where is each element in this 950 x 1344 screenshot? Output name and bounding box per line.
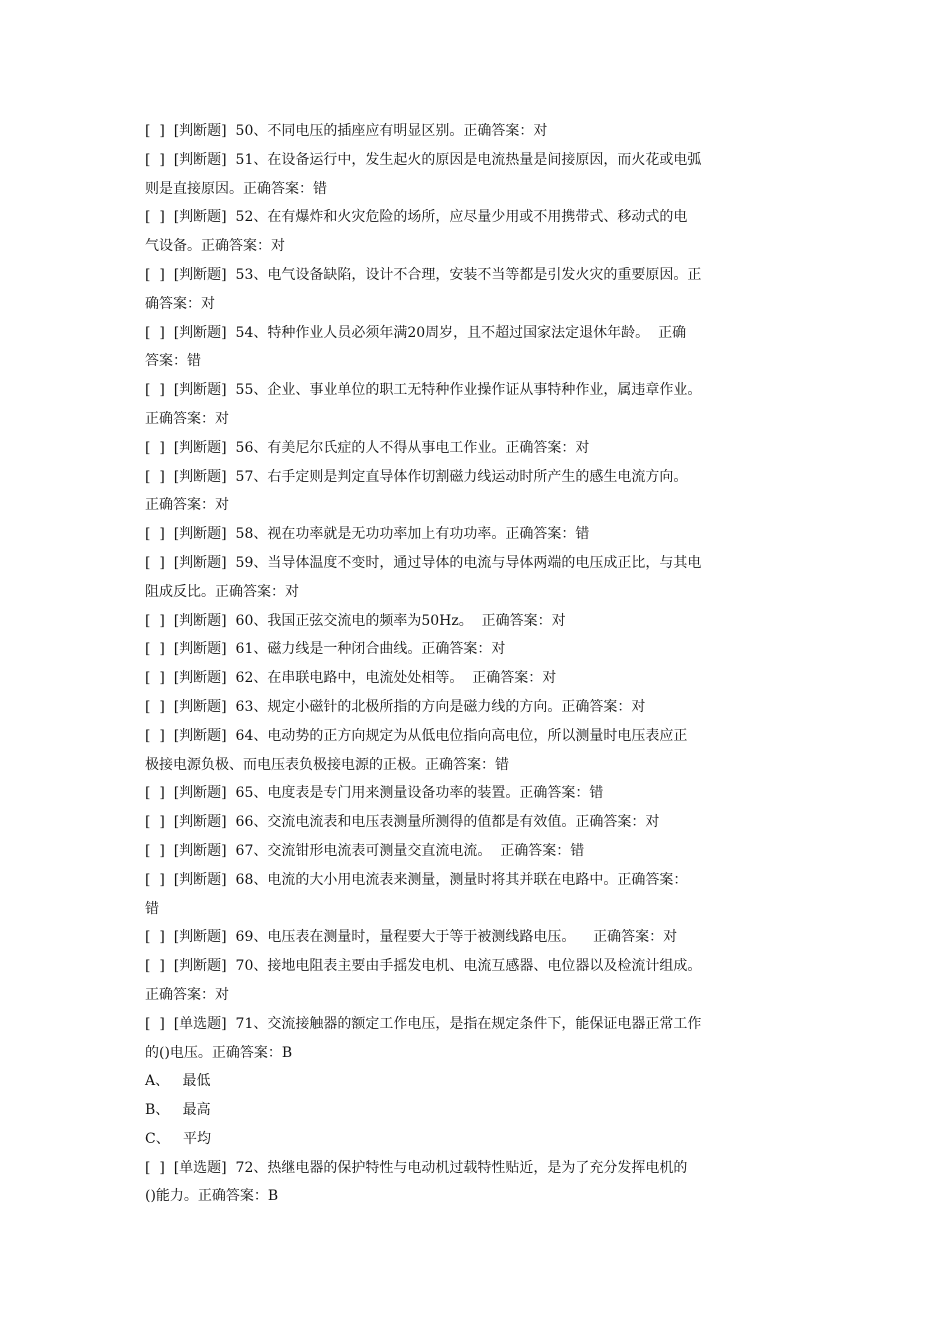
text-line: ()能力。正确答案：B bbox=[145, 1188, 279, 1205]
text-line: [ ] [判断题] 52、在有爆炸和火灾危险的场所，应尽量少用或不用携带式、移动式的电 bbox=[145, 209, 688, 226]
text-line: 的()电压。正确答案：B bbox=[145, 1044, 293, 1061]
text-line: 极接电源负极、而电压表负极接电源的正极。正确答案：错 bbox=[145, 756, 509, 773]
text-line: [ ] [单选题] 71、交流接触器的额定工作电压，是指在规定条件下，能保证电器正常工作 bbox=[145, 1015, 702, 1032]
text-line: [ ] [判断题] 70、接地电阻表主要由手摇发电机、电流互感器、电位器以及检流计组成。 bbox=[145, 958, 702, 975]
option-c: C、 平均 bbox=[145, 1130, 212, 1147]
text-line: [ ] [判断题] 67、交流钳形电流表可测量交直流电流。 正确答案：错 bbox=[145, 842, 585, 859]
text-line: 则是直接原因。正确答案：错 bbox=[145, 180, 327, 197]
text-line: 气设备。正确答案：对 bbox=[145, 238, 285, 255]
text-line: [ ] [判断题] 59、当导体温度不变时，通过导体的电流与导体两端的电压成正比，与其电 bbox=[145, 554, 702, 571]
text-line: 正确答案：对 bbox=[145, 410, 229, 427]
text-line: [ ] [判断题] 51、在设备运行中，发生起火的原因是电流热量是间接原因，而火花或电弧 bbox=[145, 151, 702, 168]
text-line: [ ] [判断题] 55、企业、事业单位的职工无特种作业操作证从事特种作业，属违章作业。 bbox=[145, 382, 702, 399]
text-line: [ ] [判断题] 69、电压表在测量时，量程要大于等于被测线路电压。 正确答案：对 bbox=[145, 929, 678, 946]
text-line: [ ] [判断题] 50、不同电压的插座应有明显区别。正确答案：对 bbox=[145, 123, 548, 139]
text-line: [ ] [判断题] 66、交流电流表和电压表测量所测得的值都是有效值。正确答案：对 bbox=[145, 814, 660, 831]
text-line: [ ] [判断题] 53、电气设备缺陷，设计不合理，安装不当等都是引发火灾的重要原因。正 bbox=[145, 266, 702, 283]
text-line: [ ] [判断题] 65、电度表是专门用来测量设备功率的装置。正确答案：错 bbox=[145, 785, 604, 802]
text-line: [ ] [单选题] 72、热继电器的保护特性与电动机过载特性贴近，是为了充分发挥电机的 bbox=[145, 1159, 688, 1176]
text-line: [ ] [判断题] 58、视在功率就是无功功率加上有功功率。正确答案：错 bbox=[145, 526, 590, 543]
text-line: [ ] [判断题] 63、规定小磁针的北极所指的方向是磁力线的方向。正确答案：对 bbox=[145, 698, 646, 715]
text-line: [ ] [判断题] 64、电动势的正方向规定为从低电位指向高电位，所以测量时电压表应正 bbox=[145, 727, 688, 744]
text-line: [ ] [判断题] 57、右手定则是判定直导体作切割磁力线运动时所产生的感生电流方向。 bbox=[145, 468, 688, 485]
text-line: [ ] [判断题] 54、特种作业人员必须年满20周岁，且不超过国家法定退休年龄。 正确 bbox=[145, 324, 687, 341]
text-line: [ ] [判断题] 61、磁力线是一种闭合曲线。正确答案：对 bbox=[145, 641, 506, 658]
text-line: 答案：错 bbox=[145, 353, 201, 370]
text-line: 阻成反比。正确答案：对 bbox=[145, 583, 299, 600]
option-a: A、 最低 bbox=[145, 1073, 211, 1090]
text-line: 正确答案：对 bbox=[145, 497, 229, 514]
text-line: 确答案：对 bbox=[145, 295, 215, 312]
document-page bbox=[145, 117, 810, 1211]
text-line: 错 bbox=[145, 900, 159, 917]
text-line: [ ] [判断题] 56、有美尼尔氏症的人不得从事电工作业。正确答案：对 bbox=[145, 439, 590, 456]
text-line: [ ] [判断题] 62、在串联电路中，电流处处相等。 正确答案：对 bbox=[145, 670, 557, 687]
option-b: B、 最高 bbox=[145, 1102, 211, 1119]
text-line: [ ] [判断题] 68、电流的大小用电流表来测量，测量时将其并联在电路中。正确答案： bbox=[145, 871, 688, 888]
text-line: [ ] [判断题] 60、我国正弦交流电的频率为50Hz。 正确答案：对 bbox=[145, 612, 566, 629]
text-line: 正确答案：对 bbox=[145, 986, 229, 1003]
